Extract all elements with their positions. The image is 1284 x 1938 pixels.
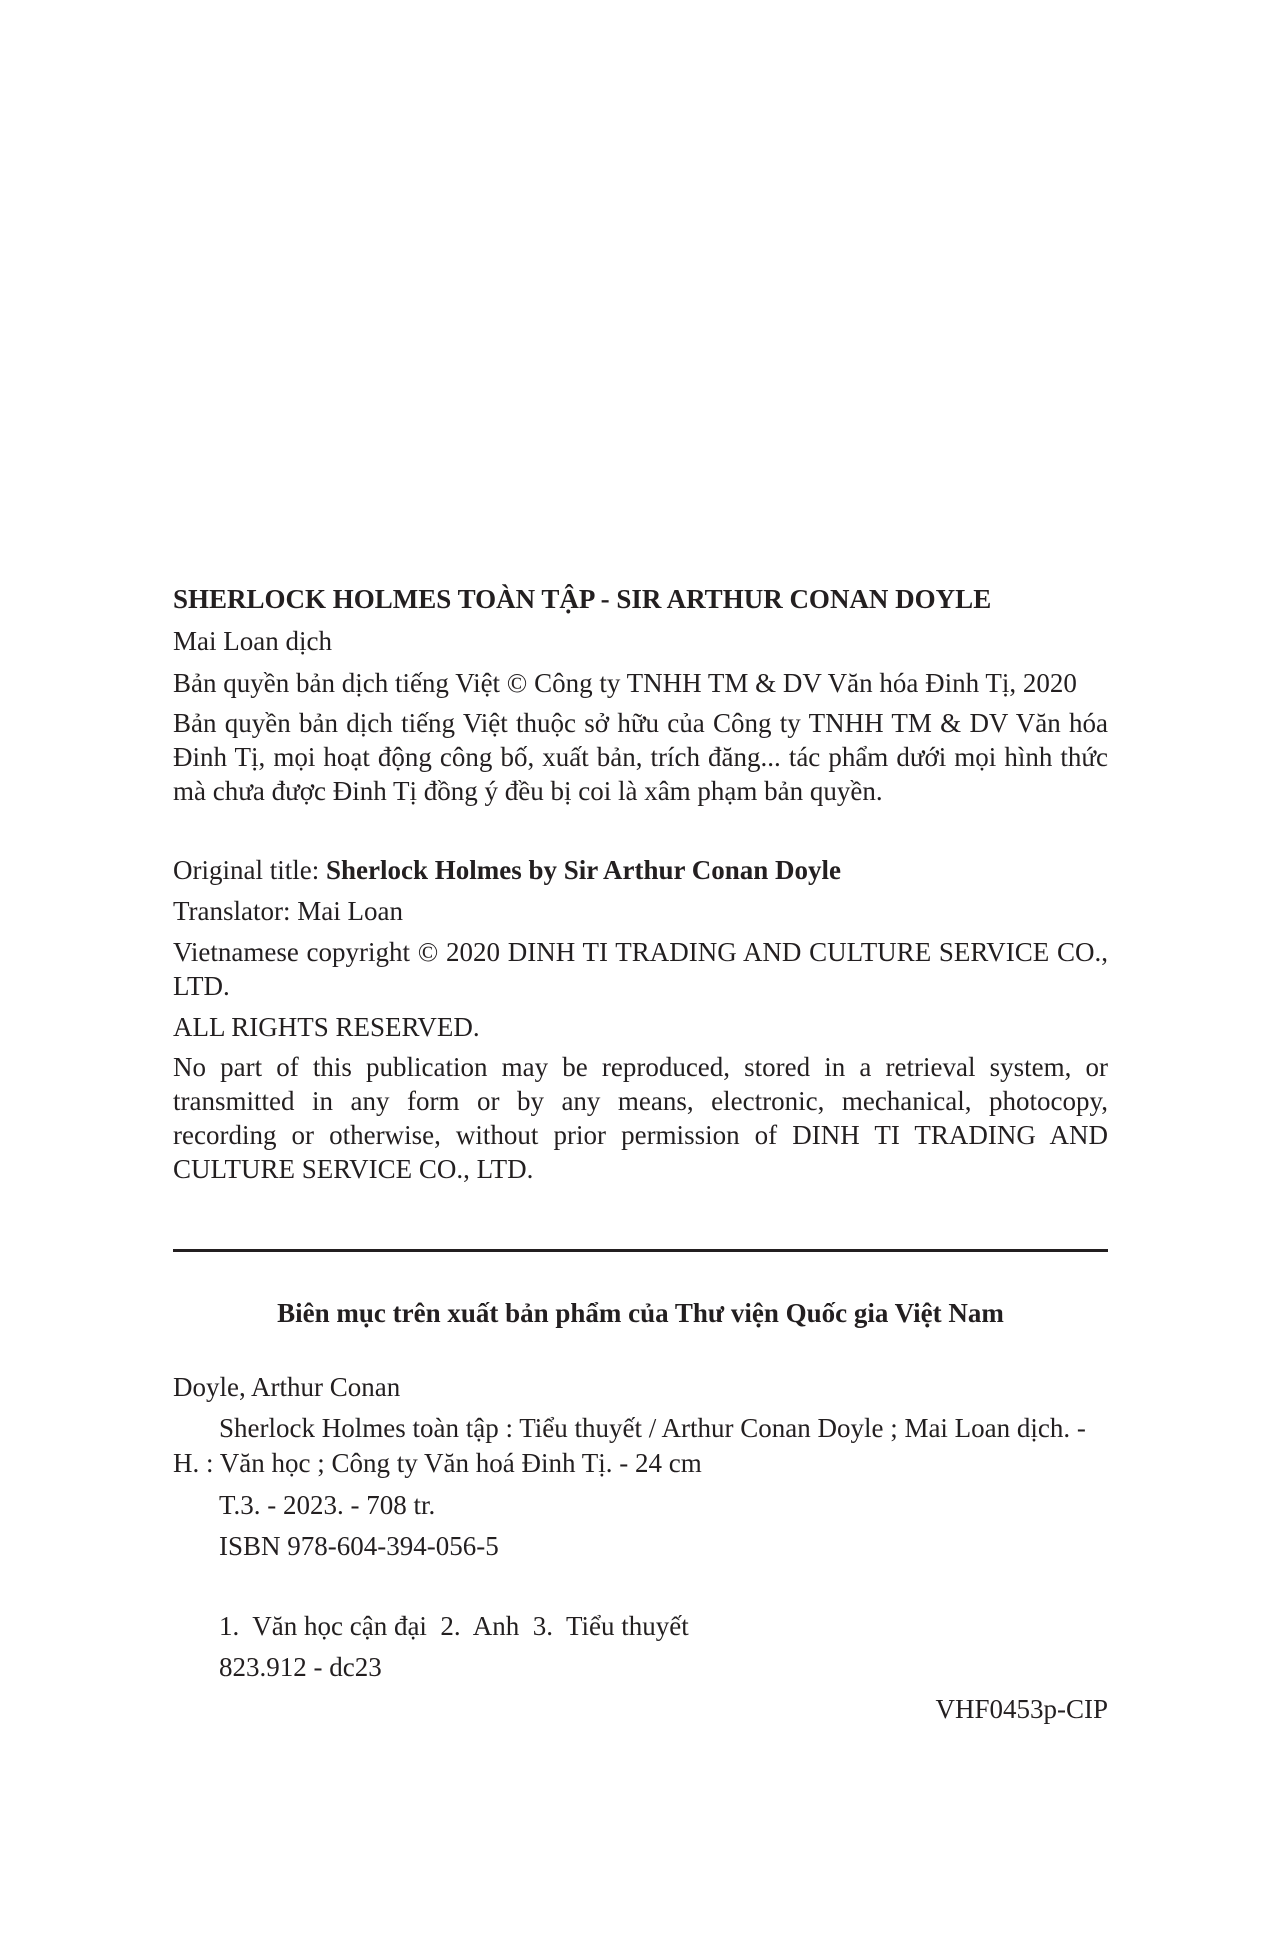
catalog-isbn: ISBN 978-604-394-056-5 — [219, 1531, 499, 1561]
catalog-entry-line2: H. : Văn học ; Công ty Văn hoá Đinh Tị. - 24 cm — [173, 1448, 702, 1478]
original-title — [173, 853, 1108, 887]
copyright-en: Vietnamese copyright © 2020 DINH TI TRADING AND CULTURE SERVICE CO., LTD. — [173, 937, 1108, 1001]
cip-code: VHF0453p-CIP — [935, 1694, 1108, 1724]
catalog-entry-line1: Sherlock Holmes toàn tập : Tiểu thuyết / Arthur Conan Doyle ; Mai Loan dịch. - — [219, 1413, 1086, 1443]
translator-en: Translator: Mai Loan — [173, 896, 403, 926]
catalog-volume: T.3. - 2023. - 708 tr. — [219, 1490, 436, 1520]
catalog-subjects: 1. Văn học cận đại 2. Anh 3. Tiểu thuyết — [219, 1611, 689, 1641]
divider — [173, 1249, 1108, 1252]
book-title: SHERLOCK HOLMES TOÀN TẬP - SIR ARTHUR CONAN DOYLE — [173, 584, 992, 614]
notice-vi: Bản quyền bản dịch tiếng Việt thuộc sở hữu của Công ty TNHH TM & DV Văn hóa Đinh Tị, mọi hoạt động công bố, xuất bản, trích đăng... tác phẩm dưới mọi hình thức mà chưa được Đinh Tị đồng ý đều bị coi là xâm phạm bản quyền. — [173, 708, 1108, 806]
translator-vi: Mai Loan dịch — [173, 626, 332, 656]
catalog-heading: Biên mục trên xuất bản phẩm của Thư viện Quốc gia Việt Nam — [277, 1298, 1004, 1328]
catalog-author: Doyle, Arthur Conan — [173, 1372, 401, 1402]
rights-reserved: ALL RIGHTS RESERVED. — [173, 1012, 480, 1042]
original-title-value: Sherlock Holmes by Sir Arthur Conan Doyle — [325, 855, 842, 885]
copyright-vi: Bản quyền bản dịch tiếng Việt © Công ty TNHH TM & DV Văn hóa Đinh Tị, 2020 — [173, 668, 1077, 698]
original-title-label: Original title: — [173, 855, 326, 885]
notice-en: No part of this publication may be reproduced, stored in a retrieval system, or transmitted in any form or by any means, electronic, mechanical, photocopy, recording or otherwise, without prior permission of DINH TI TRADING AND CULTURE SERVICE CO., LTD. — [173, 1052, 1108, 1184]
catalog-classification: 823.912 - dc23 — [219, 1652, 382, 1682]
